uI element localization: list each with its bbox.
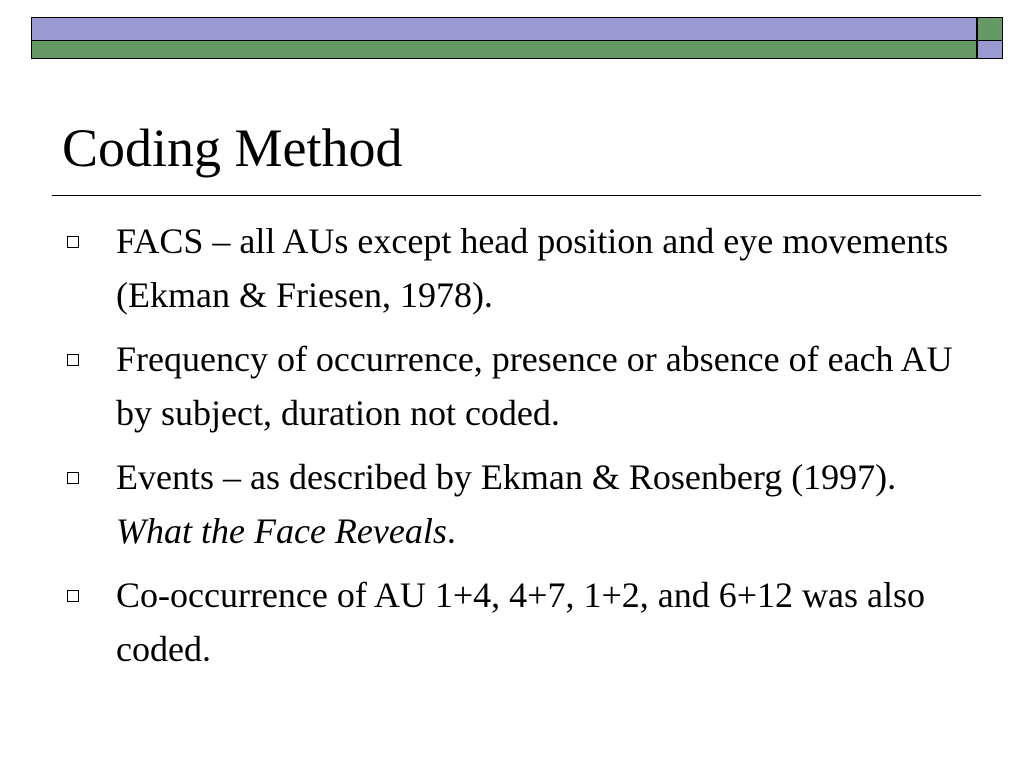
bullet-text: Frequency of occurrence, presence or absence of each AU by subject, duration not coded. — [116, 339, 953, 433]
bullet-text: Co-occurrence of AU 1+4, 4+7, 1+2, and 6+12 was also coded. — [116, 575, 926, 669]
title-divider — [52, 195, 981, 196]
bullet-text: Events – as described by Ekman & Rosenberg (1997). — [116, 457, 897, 497]
header-bar-purple — [31, 17, 977, 41]
slide-title: Coding Method — [62, 118, 403, 178]
hollow-square-bullet-icon — [67, 472, 79, 484]
bullet-item — [62, 450, 972, 558]
bullet-item — [62, 568, 972, 676]
header-square-green — [977, 17, 1003, 41]
bullet-item — [62, 214, 972, 322]
hollow-square-bullet-icon — [67, 236, 79, 248]
header-bar-green — [31, 41, 977, 59]
book-title: What the Face Reveals — [116, 511, 447, 551]
hollow-square-bullet-icon — [67, 354, 79, 366]
bullet-text: FACS – all AUs except head position and eye movements (Ekman & Friesen, 1978). — [116, 221, 949, 315]
bullet-text-end: . — [446, 511, 456, 551]
bullet-list — [62, 214, 972, 686]
hollow-square-bullet-icon — [67, 590, 79, 602]
bullet-item — [62, 332, 972, 440]
header-square-purple — [977, 41, 1003, 59]
